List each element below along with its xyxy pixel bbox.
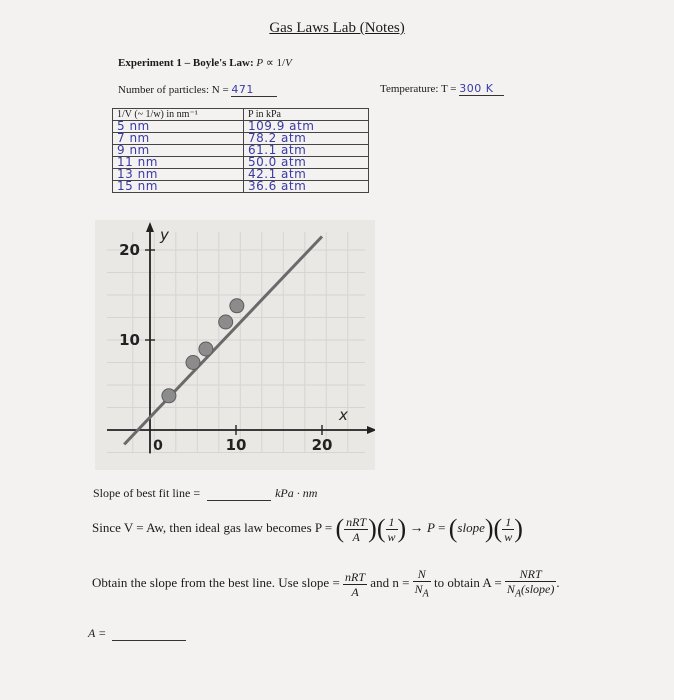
x-tick-label: 10 [225,436,247,454]
particles-line [118,83,277,97]
frac-a: $\frac{\text{NRT}}{N_A(slope)}$ [506,567,555,600]
frac-n: $\frac{N}{N_A}$ [414,567,429,600]
table-cell: 15 nm [113,181,244,193]
table-cell: 9 nm [113,145,244,157]
y-tick-label: 10 [119,331,140,349]
experiment-heading: Experiment 1 – Boyle's Law: P ∝ 1/V [118,57,292,69]
ideal-gas-equation: Since V = Aw, then ideal gas law becomes P = ( $\frac{\text{nRT}}{A}$ )( $\frac{1}{w}$ ) → P = (slope)( $\frac{1}{w}$ ) [92,514,523,544]
to-obtain: to obtain A = [434,575,502,591]
temperature-value: 300 K [459,82,504,96]
table-cell: 50.0 atm [244,157,369,169]
boyle-chart [95,220,375,470]
particles-value: 471 [231,83,277,97]
x-axis-label: x [339,406,348,424]
slope-blank[interactable] [207,500,271,501]
page-title: Gas Laws Lab (Notes) [269,20,405,36]
a-label: A = [88,626,107,640]
obtain-equation: Obtain the slope from the best line. Use slope = $\frac{\text{nRT}}{A}$ and n = $\frac{N}{N_A}$ to obtain A = $\frac{\text{NRT}}{N_A(slope)}$ . [92,567,560,600]
x-tick-label: 20 [311,436,333,454]
a-blank[interactable] [112,640,186,641]
table-cell: 42.1 atm [244,169,369,181]
table-cell: 109.9 atm [244,121,369,133]
frac-slope: $\frac{\text{nRT}}{A}$ [345,569,366,599]
temperature-line [380,82,504,96]
table-cell: 36.6 atm [244,181,369,193]
y-tick-label: 20 [119,241,140,259]
table-cell: 5 nm [113,121,244,133]
temperature-label: Temperature: T = [380,83,460,95]
table-header: P in kPa [244,109,369,121]
slope-label: Slope of best fit line = [93,486,204,500]
table-cell: 78.2 atm [244,133,369,145]
slope-units: kPa · nm [275,486,318,500]
data-point [230,299,244,313]
data-table [112,108,369,193]
x-tick-label: 0 [153,438,163,454]
data-point [219,315,233,329]
and-n: and n = [370,575,410,591]
table-header-row [113,109,369,121]
data-point [199,342,213,356]
data-point [186,356,200,370]
frac-1-w: $\frac{1}{w}$ [387,514,396,544]
particles-label: Number of particles: N = [118,84,232,96]
table-header: 1/V (~ 1/w) in nm⁻¹ [113,109,244,121]
y-axis-label: y [160,226,169,244]
table-row [113,121,369,133]
table-row [113,133,369,145]
table-row [113,181,369,193]
table-cell: 61.1 atm [244,145,369,157]
table-cell: 7 nm [113,133,244,145]
a-answer-line [88,626,186,641]
frac-1-w-2: $\frac{1}{w}$ [504,514,513,544]
slope-line [93,486,317,501]
since-text: Since V = Aw, then ideal gas law becomes P = [92,519,333,535]
frac-nrt-a: $\frac{\text{nRT}}{A}$ [346,514,367,544]
data-point [162,389,176,403]
table-cell: 11 nm [113,157,244,169]
table-cell: 13 nm [113,169,244,181]
obtain-text: Obtain the slope from the best line. Use slope = [92,575,340,591]
